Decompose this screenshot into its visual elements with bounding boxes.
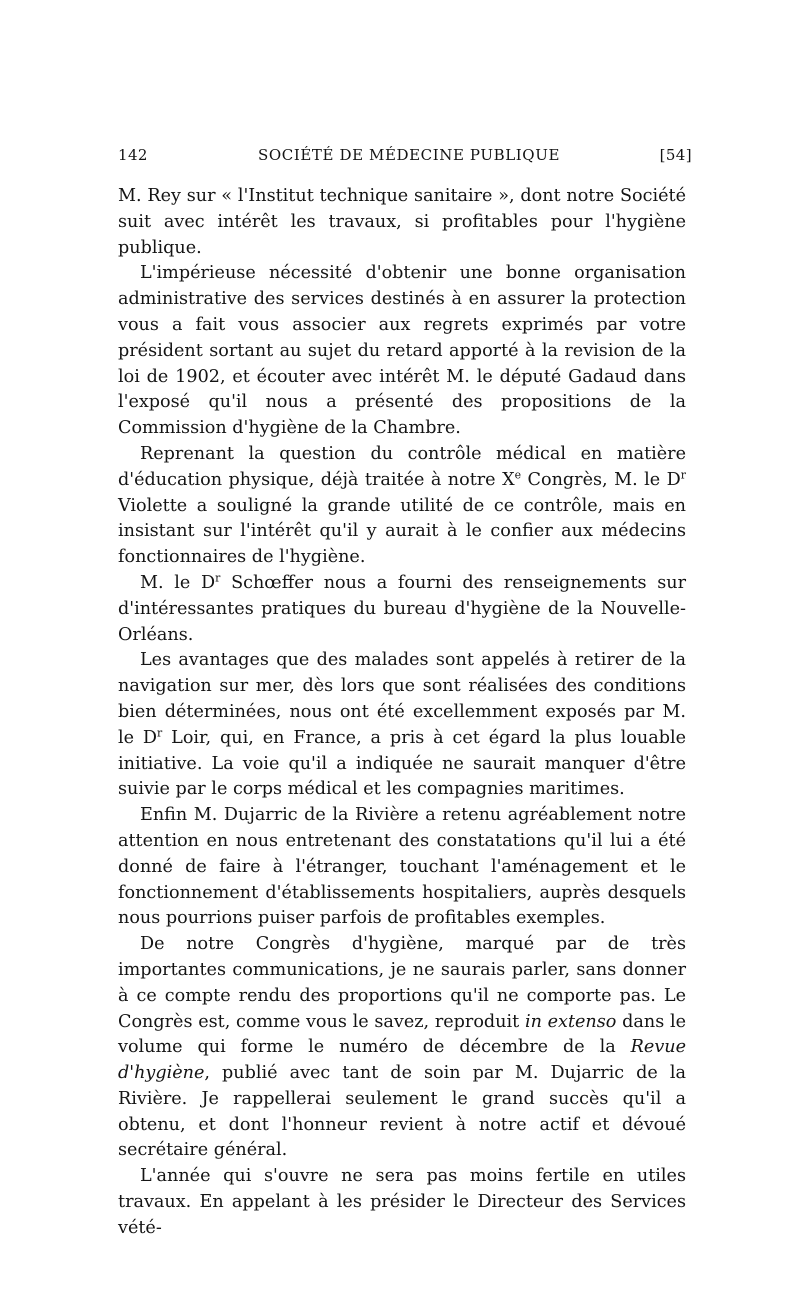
paragraph-congress: De notre Congrès d'hygiène, marqué par de très importantes communications, je ne saurais parler, sans donner à ce compte rendu des proportions qu'il ne comporte pas. Le Congrès est, comme vous le savez, reproduit in extenso dans le volume qui forme le numéro de décembre de la Revue d'hygiène, publié avec tant de soin par M. Dujarric de la Rivière. Je rappellerai seulement le grand succès qu'il a obtenu, et dont l'honneur revient à notre actif et dévoué secrétaire général. bbox=[118, 934, 686, 1161]
paragraph-physical-education: Reprenant la question du contrôle médical en matière d'éducation physique, déjà traitée à notre Xe Congrès, M. le $D^r$ Violette a souligné la grande utilité de ce contrôle, mais en insistant sur l'intérêt qu'il y aurait à le confier aux médecins fonctionnaires de l'hygiène. bbox=[118, 443, 686, 568]
paragraph-administration: L'impérieuse nécessité d'obtenir une bonne organisation administrative des services destinés à en assurer la protection vous a fait vous associer aux regrets exprimés par votre président sortant au sujet du retard apporté à la revision de la loi de 1902, et écouter avec intérêt M. le député Gadaud dans l'exposé qu'il nous a présenté des propositions de la Commission d'hygiène de la Chambre. bbox=[118, 263, 686, 439]
document-page bbox=[118, 146, 692, 1242]
original-page-number: [54] bbox=[659, 146, 692, 164]
paragraph-new-year: L'année qui s'ouvre ne sera pas moins fertile en utiles travaux. En appelant à les présider le Directeur des Services vété- bbox=[118, 1166, 686, 1238]
paragraph-sea-navigation: Les avantages que des malades sont appelés à retirer de la navigation sur mer, dès lors que sont réalisées des conditions bien déterminées, nous ont été excellemment exposés par M. le $D^r$ Loir, qui, en France, a pris à cet égard la plus louable initiative. La voie qu'il a indiquée ne saurait manquer d'être suivie par le corps médical et les compagnies maritimes. bbox=[118, 650, 686, 800]
body-text bbox=[118, 184, 686, 1242]
running-title: SOCIÉTÉ DE MÉDECINE PUBLIQUE bbox=[258, 146, 560, 164]
paragraph-hospitals: Enfin M. Dujarric de la Rivière a retenu agréablement notre attention en nous entretenant des constatations qu'il lui a été donné de faire à l'étranger, touchant l'aménagement et le fonctionnement d'établissements hospitaliers, auprès desquels nous pourrions puiser parfois de profitables exemples. bbox=[118, 805, 686, 929]
paragraph-continuation: M. Rey sur « l'Institut technique sanitaire », dont notre Société suit avec intérêt les travaux, si profitables pour l'hygiène publique. bbox=[118, 186, 686, 258]
running-header bbox=[118, 146, 692, 174]
paragraph-new-orleans: M. le $D^r$ Schœffer nous a fourni des renseignements sur d'intéressantes pratiques du bureau d'hygiène de la Nouvelle-Orléans. bbox=[118, 571, 687, 645]
page-number: 142 bbox=[118, 146, 148, 164]
